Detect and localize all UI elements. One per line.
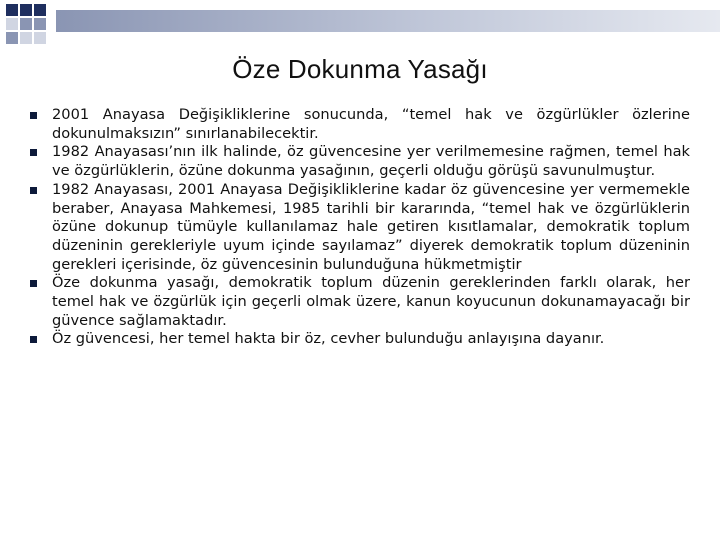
- header-square-dark-2: [20, 4, 32, 16]
- bullet-list: [30, 106, 690, 349]
- square-bullet-icon: [30, 280, 37, 287]
- header-square-light-3: [34, 32, 46, 44]
- bullet-item: [30, 274, 690, 330]
- header-gradient-bar: [56, 10, 720, 32]
- header-square-dark-3: [34, 4, 46, 16]
- header-square-light-2: [20, 32, 32, 44]
- header-square-mid-2: [34, 18, 46, 30]
- bullet-item: [30, 106, 690, 143]
- header-square-mid-1: [20, 18, 32, 30]
- header-square-light-1: [6, 18, 18, 30]
- square-bullet-icon: [30, 187, 37, 194]
- bullet-text: Öz güvencesi, her temel hakta bir öz, cevher bulunduğu anlayışına dayanır.: [52, 330, 605, 348]
- header-square-mid-3: [6, 32, 18, 44]
- square-bullet-icon: [30, 336, 37, 343]
- bullet-text: 1982 Anayasası’nın ilk halinde, öz güvencesine yer verilmemesine rağmen, temel hak ve özgürlüklerin, özüne dokunma yasağının, geçerli olduğu görüşü savunulmuştur.: [52, 143, 690, 180]
- header-square-dark-1: [6, 4, 18, 16]
- square-bullet-icon: [30, 112, 37, 119]
- bullet-text: 2001 Anayasa Değişikliklerine sonucunda, “temel hak ve özgürlükler özlerine dokunulmaksızın” sınırlanabilecektir.: [52, 106, 690, 142]
- bullet-item: [30, 330, 690, 349]
- bullet-text: Öze dokunma yasağı, demokratik toplum düzenin gereklerinden farklı olarak, her temel hak ve özgürlük için geçerli olmak üzere, kanun koyucunun dokunamayacağı bir güvence sağlamaktadır.: [52, 274, 690, 329]
- header-decoration: [0, 0, 720, 48]
- square-bullet-icon: [30, 149, 37, 156]
- bullet-item: [30, 143, 690, 180]
- bullet-item: [30, 181, 690, 275]
- bullet-text: 1982 Anayasası, 2001 Anayasa Değişikliklerine kadar öz güvencesine yer vermemekle beraber, Anayasa Mahkemesi, 1985 tarihli bir kararında, “temel hak ve özgürlüklerin özüne dokunup tümüyle kullanılamaz hale getiren kısıtlamalar, demokratik toplum düzeninin gerekleriyle uyum içinde sayılamaz” diyerek demokratik toplum düzeninin gerekleri içerisinde, öz güvencesinin bulunduğuna hükmetmiştir: [52, 180, 690, 273]
- slide-title: Öze Dokunma Yasağı: [232, 54, 488, 84]
